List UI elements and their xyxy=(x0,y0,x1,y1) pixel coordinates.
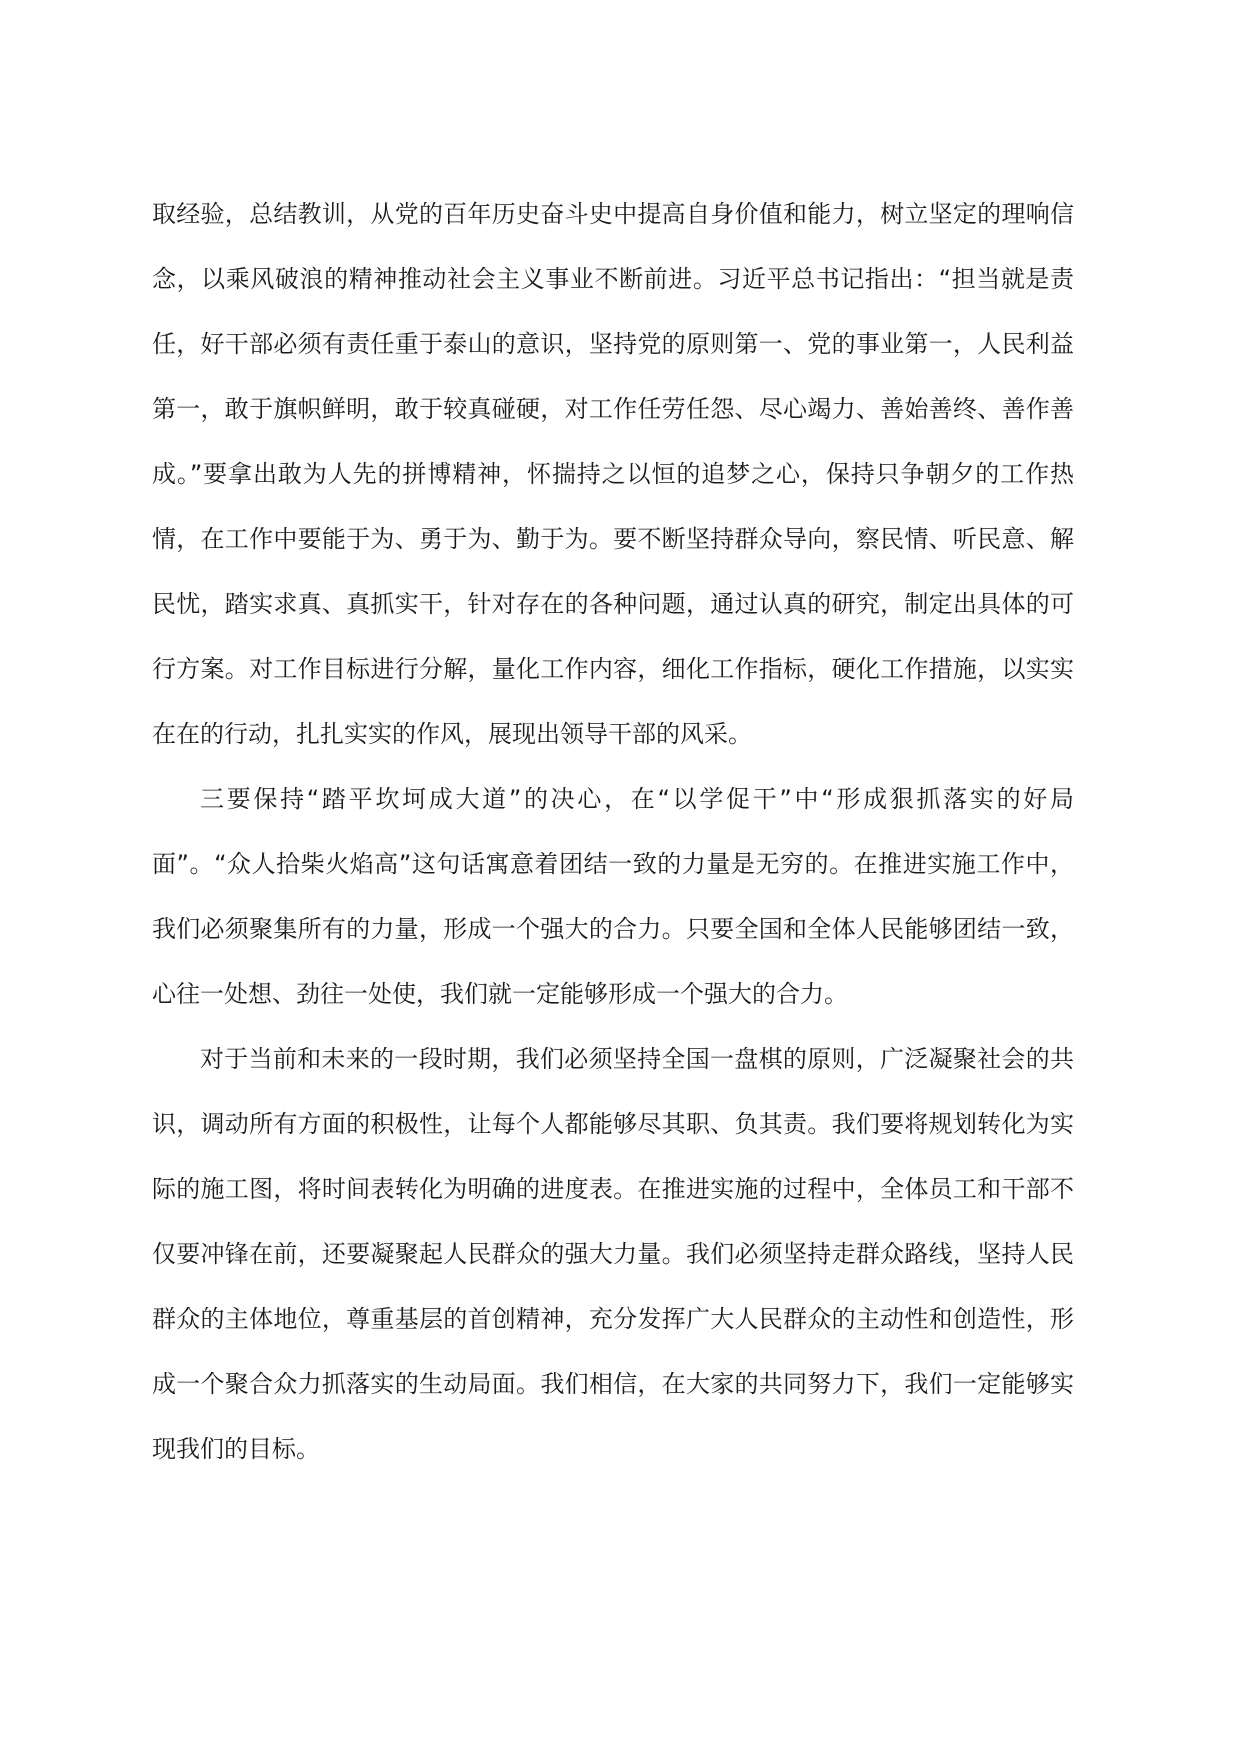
paragraph-2: 三要保持“踏平坎坷成大道”的决心，在“以学促干”中“形成狠抓落实的好局面”。“众人拾柴火焰高”这句话寓意着团结一致的力量是无穷的。在推进实施工作中，我们必须聚集所有的力量，形成一个强大的合力。只要全国和全体人民能够团结一致，心往一处想、劲往一处使，我们就一定能够形成一个强大的合力。 xyxy=(152,785,1074,1008)
document-body xyxy=(152,182,1074,1482)
paragraph-3: 对于当前和未来的一段时期，我们必须坚持全国一盘棋的原则，广泛凝聚社会的共识，调动所有方面的积极性，让每个人都能够尽其职、负其责。我们要将规划转化为实际的施工图，将时间表转化为明确的进度表。在推进实施的过程中，全体员工和干部不仅要冲锋在前，还要凝聚起人民群众的强大力量。我们必须坚持走群众路线，坚持人民群众的主体地位，尊重基层的首创精神，充分发挥广大人民群众的主动性和创造性，形成一个聚合众力抓落实的生动局面。我们相信，在大家的共同努力下，我们一定能够实现我们的目标。 xyxy=(152,1045,1074,1463)
paragraph-1: 取经验，总结教训，从党的百年历史奋斗史中提高自身价值和能力，树立坚定的理响信念，以乘风破浪的精神推动社会主义事业不断前进。习近平总书记指出：“担当就是责任，好干部必须有责任重于泰山的意识，坚持党的原则第一、党的事业第一，人民利益第一，敢于旗帜鲜明，敢于较真碰硬，对工作任劳任怨、尽心竭力、善始善终、善作善成。”要拿出敢为人先的拼博精神，怀揣持之以恒的追梦之心，保持只争朝夕的工作热情，在工作中要能于为、勇于为、勤于为。要不断坚持群众导向，察民情、听民意、解民忧，踏实求真、真抓实干，针对存在的各种问题，通过认真的研究，制定出具体的可行方案。对工作目标进行分解，量化工作内容，细化工作指标，硬化工作措施，以实实在在的行动，扎扎实实的作风，展现出领导干部的风采。 xyxy=(152,200,1074,748)
